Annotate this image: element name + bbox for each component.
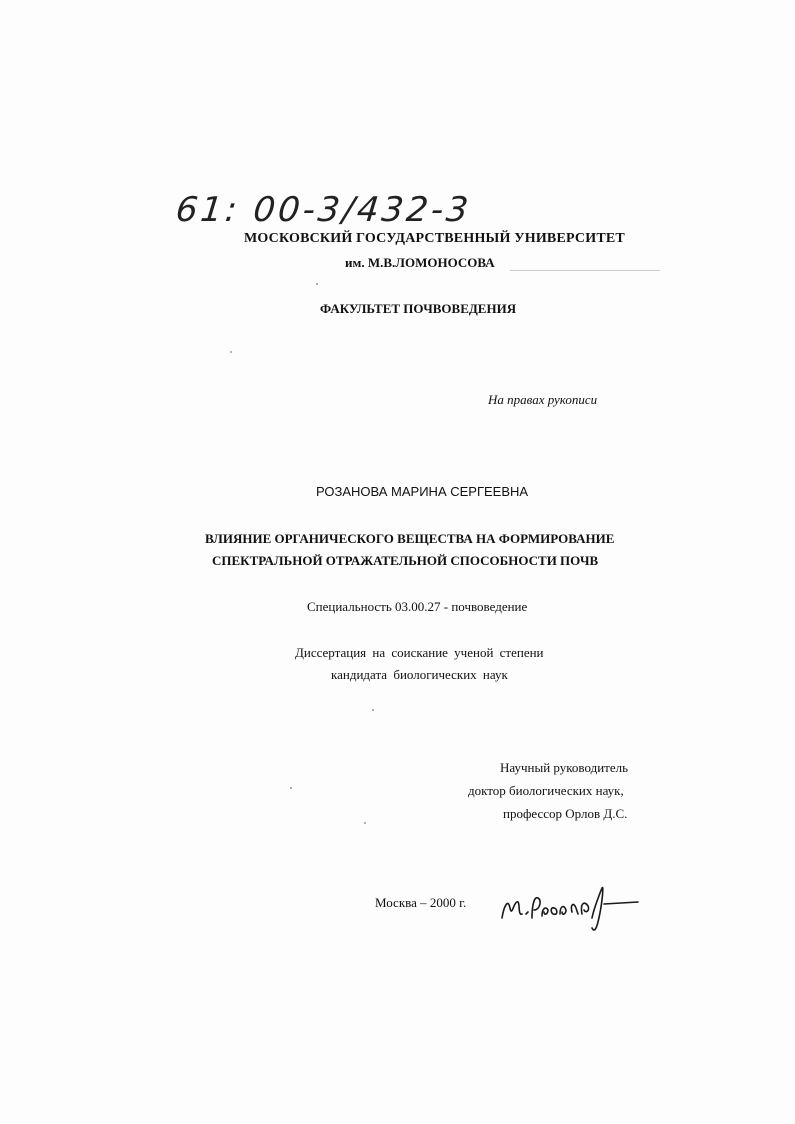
supervisor-label: Научный руководитель bbox=[500, 760, 629, 775]
scan-speck bbox=[372, 709, 374, 711]
dissertation-title-line2: СПЕКТРАЛЬНОЙ ОТРАЖАТЕЛЬНОЙ СПОСОБНОСТИ ПОЧВ bbox=[212, 553, 599, 568]
city-and-year: Москва – 2000 г. bbox=[375, 895, 467, 910]
scan-speck bbox=[364, 822, 366, 824]
specialty-line: Специальность 03.00.27 - почвоведение bbox=[307, 599, 528, 614]
degree-line2: кандидата биологических наук bbox=[331, 667, 508, 682]
scan-artifact-line bbox=[510, 270, 660, 271]
author-signature bbox=[498, 878, 648, 943]
dissertation-title-line1: ВЛИЯНИЕ ОРГАНИЧЕСКОГО ВЕЩЕСТВА НА ФОРМИРОВАНИЕ bbox=[205, 531, 615, 546]
degree-line1: Диссертация на соискание ученой степени bbox=[295, 645, 544, 660]
handwritten-archive-code: 61: 00-3/432-3 bbox=[173, 190, 474, 230]
author-name: РОЗАНОВА МАРИНА СЕРГЕЕВНА bbox=[316, 484, 529, 499]
scan-speck bbox=[316, 283, 318, 285]
university-name: МОСКОВСКИЙ ГОСУДАРСТВЕННЫЙ УНИВЕРСИТЕТ bbox=[244, 231, 625, 246]
supervisor-name: профессор Орлов Д.С. bbox=[503, 806, 628, 821]
supervisor-degree: доктор биологических наук, bbox=[468, 783, 624, 798]
faculty-name: ФАКУЛЬТЕТ ПОЧВОВЕДЕНИЯ bbox=[320, 301, 517, 316]
manuscript-rights-note: На правах рукописи bbox=[488, 392, 598, 407]
scan-speck bbox=[290, 787, 292, 789]
scan-speck bbox=[230, 351, 232, 353]
university-named-after: им. М.В.ЛОМОНОСОВА bbox=[345, 255, 495, 270]
